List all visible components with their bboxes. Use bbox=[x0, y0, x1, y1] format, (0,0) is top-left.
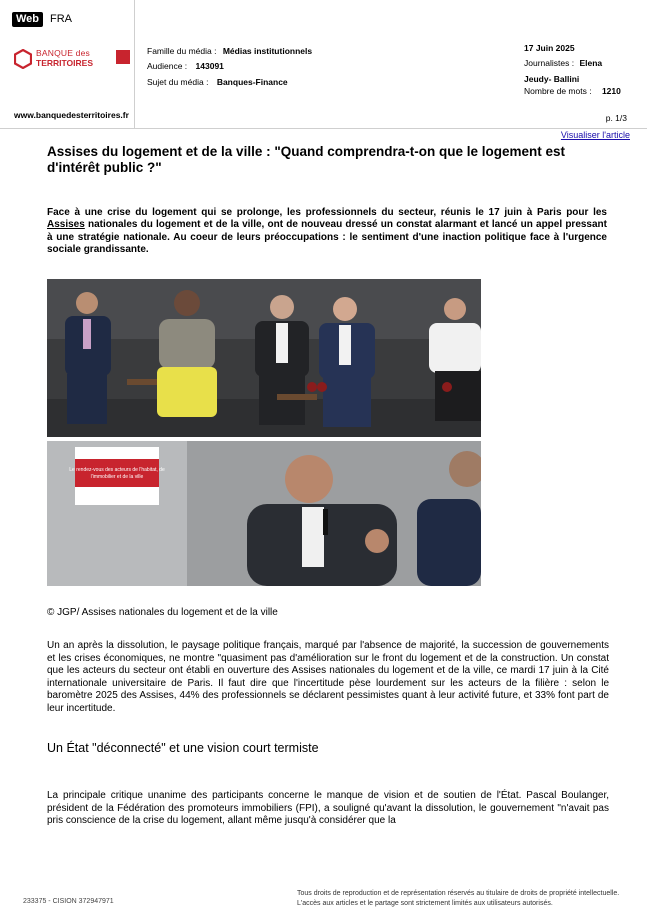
lead-text-before: Face à une crise du logement qui se prolonge, les professionnels du secteur, réunis le 17 juin à Paris pour les bbox=[47, 207, 607, 218]
header-divider-vertical bbox=[134, 0, 135, 128]
subheading: Un État "déconnecté" et une vision court termiste bbox=[47, 741, 319, 755]
journalistes-value-2: Jeudy- Ballini bbox=[524, 74, 580, 84]
article-photo bbox=[47, 279, 481, 586]
banque-des-territoires-logo bbox=[14, 48, 124, 72]
paragraph-2: La principale critique unanime des participants concerne le manque de vision et de soutien de l'État. Pascal Boulanger, président de la Fédération des promoteurs immobiliers (FPI), a souligné qu'avant la dissolution, le gouvernement "n'avait pas pris conscience de la crise du logement, allant même jusqu'à considérer que la bbox=[47, 790, 609, 826]
journalistes-value: Elena bbox=[579, 58, 603, 68]
banner-text-line1: Le rendez-vous des acteurs de l'habitat, de bbox=[69, 467, 165, 473]
logo-text-line1: BANQUE des bbox=[36, 48, 90, 58]
view-article-link[interactable]: Visualiser l'article bbox=[560, 130, 630, 140]
logo-text-line2: TERRITOIRES bbox=[36, 58, 93, 68]
panel-photo-illustration bbox=[47, 279, 481, 586]
meta-journalistes bbox=[524, 58, 602, 68]
sujet-label: Sujet du média : bbox=[147, 77, 209, 87]
article-date bbox=[524, 43, 575, 53]
meta-mots bbox=[524, 86, 621, 96]
footer-legal bbox=[297, 889, 637, 909]
lead-text-after: nationales du logement et de la ville, ont de nouveau dressé un constat alarmant et lancé un appel pressant à une stratégie nationale. Au coeur de leurs préoccupations : le sentiment d'une inaction politique face à l'urgence sociale grandissante. bbox=[47, 219, 607, 256]
meta-journalistes-2 bbox=[524, 74, 579, 84]
banner-text-line2: l'immobilier et de la ville bbox=[90, 474, 144, 480]
meta-audience bbox=[147, 61, 224, 71]
mots-value: 1210 bbox=[601, 86, 621, 96]
audience-label: Audience : bbox=[147, 61, 188, 71]
journalistes-label: Journalistes : bbox=[524, 58, 575, 68]
paragraph-1: Un an après la dissolution, le paysage politique français, marqué par l'absence de majorité, la succession de gouvernements et les crises économiques, ne montre "quasiment pas d'amélioration sur le front du logement et de la construction. Un constat que les acteurs du secteur ont établi en ouverture des Assises nationales du logement et de la ville, ce mardi 17 juin à la Cité internationale universitaire de Paris. Il faut dire que l'incertitude pèse lourdement sur les acteurs de la filière : selon le baromètre 2025 des Assises, 44% des professionnels se déclarent pessimistes quant à leur activité future, et 33% font part de leur incertitude. bbox=[47, 640, 609, 714]
article-title: Assises du logement et de la ville : "Quand comprendra-t-on que le logement est d'intérêt public ?" bbox=[47, 144, 566, 175]
lead-assises-link: Assises bbox=[47, 219, 85, 231]
footer-legal-line2: L'accès aux articles et le partage sont strictement limités aux utilisateurs autorisés. bbox=[297, 900, 553, 907]
hexagon-logo-icon bbox=[14, 49, 32, 69]
sujet-value: Banques-Finance bbox=[216, 77, 288, 87]
famille-value: Médias institutionnels bbox=[222, 46, 313, 56]
logo-square-icon bbox=[116, 50, 130, 64]
language-label: FRA bbox=[50, 13, 72, 25]
meta-sujet bbox=[147, 77, 288, 87]
famille-label: Famille du média : bbox=[147, 46, 217, 56]
meta-famille bbox=[147, 46, 312, 56]
header-divider-horizontal bbox=[0, 128, 647, 129]
photo-caption: © JGP/ Assises nationales du logement et de la ville bbox=[47, 607, 278, 618]
footer-id: 233375 - CISION 372947971 bbox=[23, 898, 114, 905]
article-lead bbox=[47, 207, 607, 257]
audience-value: 143091 bbox=[195, 61, 224, 71]
page-number: p. 1/3 bbox=[605, 113, 627, 123]
web-badge: Web bbox=[12, 12, 43, 27]
mots-label: Nombre de mots : bbox=[524, 86, 592, 96]
date-value: 17 Juin 2025 bbox=[524, 43, 575, 53]
website-url: www.banquedesterritoires.fr bbox=[14, 110, 129, 120]
footer-legal-line1: Tous droits de reproduction et de représentation réservés au titulaire de droits de propriété intellectuelle. bbox=[297, 890, 620, 897]
